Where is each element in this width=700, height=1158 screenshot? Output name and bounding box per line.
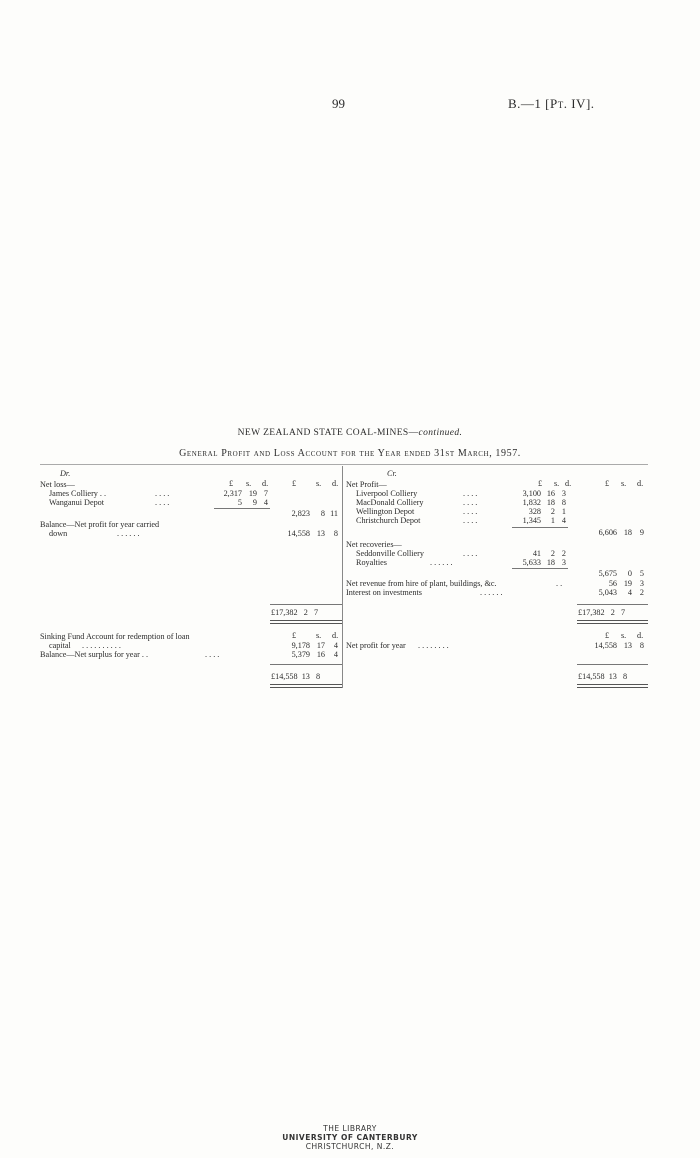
credit-heading: Cr. [387,469,397,478]
br-pence-head: d. [637,631,644,640]
right-total-double-rule [577,620,648,624]
sinking-fund-pence: 4 [333,641,338,650]
title-continued: continued. [418,428,463,438]
net-loss-label: Net loss— [40,480,75,489]
seddonville-colliery-label: Seddonville Colliery [356,549,424,558]
net-profit-label: Net Profit— [346,480,387,489]
net-loss-subtotal-rule [214,508,270,509]
left-outer-shilling-head: s. [316,479,322,488]
james-colliery-pounds: 2,317 [223,489,242,498]
net-surplus-shillings: 16 [316,650,325,659]
header-rule [40,464,648,465]
sinking-fund-pounds: 9,178 [291,641,310,650]
net-surplus-label: Balance—Net surplus for year . . [40,650,148,659]
bl-pence-head: d. [332,631,339,640]
macdonald-colliery-pounds: 1,832 [522,498,541,507]
recoveries-total-shillings: 0 [627,569,632,578]
net-loss-total-pounds: 2,823 [291,509,310,518]
macdonald-colliery-shillings: 18 [546,498,555,507]
br-total-double-rule [577,684,648,688]
left-inner-pence-head: d. [262,479,269,488]
title-main: NEW ZEALAND STATE COAL-MINES— [237,428,419,438]
net-profit-total-pence: 9 [639,528,644,537]
macdonald-colliery-dots: . . . . [463,498,478,507]
balance-carried-shillings: 13 [316,529,325,538]
bottom-right-grand-total: £14,558 13 8 [578,672,628,681]
page-reference: B.—1 [Pt. IV]. [508,96,595,111]
royalties-dots: . . . . . . [430,558,453,567]
right-top-grand-total: £17,382 2 7 [578,608,626,617]
james-colliery-shillings: 19 [248,489,257,498]
interest-investments-shillings: 4 [627,588,632,597]
net-profit-subtotal-rule [512,527,568,528]
balance-carried-line1: Balance—Net profit for year carried [40,520,160,529]
sinking-fund-line1: Sinking Fund Account for redemption of loan [40,632,190,641]
james-colliery-pence: 7 [263,489,268,498]
stamp-line-university: UNIVERSITY OF CANTERBURY [282,1133,418,1142]
page-number: 99 [332,96,345,111]
wanganui-depot-shillings: 9 [252,498,257,507]
james-colliery-label: James Colliery . . [49,489,107,498]
sinking-fund-line2: capital [49,641,71,650]
wanganui-depot-pounds: 5 [237,498,242,507]
wellington-depot-dots: . . . . [463,507,478,516]
right-outer-pence-head: d. [637,479,644,488]
sinking-fund-shillings: 17 [316,641,325,650]
right-inner-pound-head: £ [538,479,543,488]
net-surplus-pence: 4 [333,650,338,659]
left-total-top-rule [270,604,342,605]
balance-carried-line2: down [49,529,68,538]
br-shilling-head: s. [621,631,627,640]
liverpool-colliery-shillings: 16 [546,489,555,498]
recoveries-subtotal-rule [512,568,568,569]
liverpool-colliery-label: Liverpool Colliery [356,489,418,498]
net-loss-total-shillings: 8 [320,509,325,518]
hire-revenue-shillings: 19 [623,579,632,588]
liverpool-colliery-dots: . . . . [463,489,478,498]
hire-revenue-pounds: 56 [608,579,617,588]
net-profit-year-shillings: 13 [623,641,632,650]
sinking-fund-dots: . . . . . . . . . . [82,641,121,650]
bl-total-double-rule [270,684,342,688]
net-profit-year-label: Net profit for year [346,641,406,650]
net-recoveries-label: Net recoveries— [346,540,402,549]
balance-carried-dots: . . . . . . [117,529,140,538]
right-total-top-rule [577,604,648,605]
royalties-pence: 3 [561,558,566,567]
account-subtitle: General Profit and Loss Account for the Year ended 31st March, 1957. [179,448,521,459]
document-title [0,428,700,438]
br-pound-head: £ [605,631,610,640]
hire-revenue-label: Net revenue from hire of plant, buildings, &c. [346,579,497,588]
net-loss-total-pence: 11 [330,509,338,518]
net-profit-year-pounds: 14,558 [594,641,617,650]
net-surplus-dots: . . . . [205,650,220,659]
left-top-grand-total: £17,382 2 7 [271,608,319,617]
royalties-pounds: 5,633 [522,558,541,567]
wellington-depot-pounds: 328 [528,507,541,516]
column-divider [342,466,343,688]
bottom-left-grand-total: £14,558 13 8 [271,672,321,681]
right-inner-pence-head: d. [565,479,572,488]
library-stamp [0,1124,700,1151]
wanganui-depot-pence: 4 [263,498,268,507]
hire-revenue-dots: . . [556,579,563,588]
hire-revenue-pence: 3 [639,579,644,588]
christchurch-depot-shillings: 1 [550,516,555,525]
right-outer-pound-head: £ [605,479,610,488]
debit-heading: Dr. [60,469,71,478]
royalties-label: Royalties [356,558,387,567]
liverpool-colliery-pence: 3 [561,489,566,498]
left-outer-pound-head: £ [292,479,297,488]
stamp-line-city: CHRISTCHURCH, N.Z. [305,1142,395,1151]
interest-investments-dots: . . . . . . [480,588,503,597]
seddonville-colliery-pence: 2 [561,549,566,558]
interest-investments-pence: 2 [639,588,644,597]
christchurch-depot-dots: . . . . [463,516,478,525]
left-inner-shilling-head: s. [246,479,252,488]
christchurch-depot-pounds: 1,345 [522,516,541,525]
right-outer-shilling-head: s. [621,479,627,488]
liverpool-colliery-pounds: 3,100 [522,489,541,498]
seddonville-colliery-shillings: 2 [550,549,555,558]
recoveries-total-pounds: 5,675 [598,569,617,578]
christchurch-depot-pence: 4 [561,516,566,525]
seddonville-colliery-dots: . . . . [463,549,478,558]
left-outer-pence-head: d. [332,479,339,488]
net-profit-total-pounds: 6,606 [598,528,617,537]
net-surplus-pounds: 5,379 [291,650,310,659]
left-inner-pound-head: £ [229,479,234,488]
wanganui-depot-dots: . . . . [155,498,170,507]
royalties-shillings: 18 [546,558,555,567]
bl-shilling-head: s. [316,631,322,640]
interest-investments-pounds: 5,043 [598,588,617,597]
seddonville-colliery-pounds: 41 [532,549,541,558]
wellington-depot-shillings: 2 [550,507,555,516]
recoveries-total-pence: 5 [639,569,644,578]
interest-investments-label: Interest on investments [346,588,422,597]
bl-total-top-rule [270,664,342,665]
balance-carried-pence: 8 [333,529,338,538]
wellington-depot-pence: 1 [561,507,566,516]
wanganui-depot-label: Wanganui Depot [49,498,105,507]
net-profit-total-shillings: 18 [623,528,632,537]
left-total-double-rule [270,620,342,624]
bl-pound-head: £ [292,631,297,640]
balance-carried-pounds: 14,558 [287,529,310,538]
macdonald-colliery-label: MacDonald Colliery [356,498,424,507]
net-profit-year-dots: . . . . . . . . [418,641,449,650]
right-inner-shilling-head: s. [554,479,560,488]
br-total-top-rule [577,664,648,665]
net-profit-year-pence: 8 [639,641,644,650]
james-colliery-dots: . . . . [155,489,170,498]
wellington-depot-label: Wellington Depot [356,507,415,516]
christchurch-depot-label: Christchurch Depot [356,516,421,525]
macdonald-colliery-pence: 8 [561,498,566,507]
stamp-line-library: THE LIBRARY [323,1124,377,1133]
